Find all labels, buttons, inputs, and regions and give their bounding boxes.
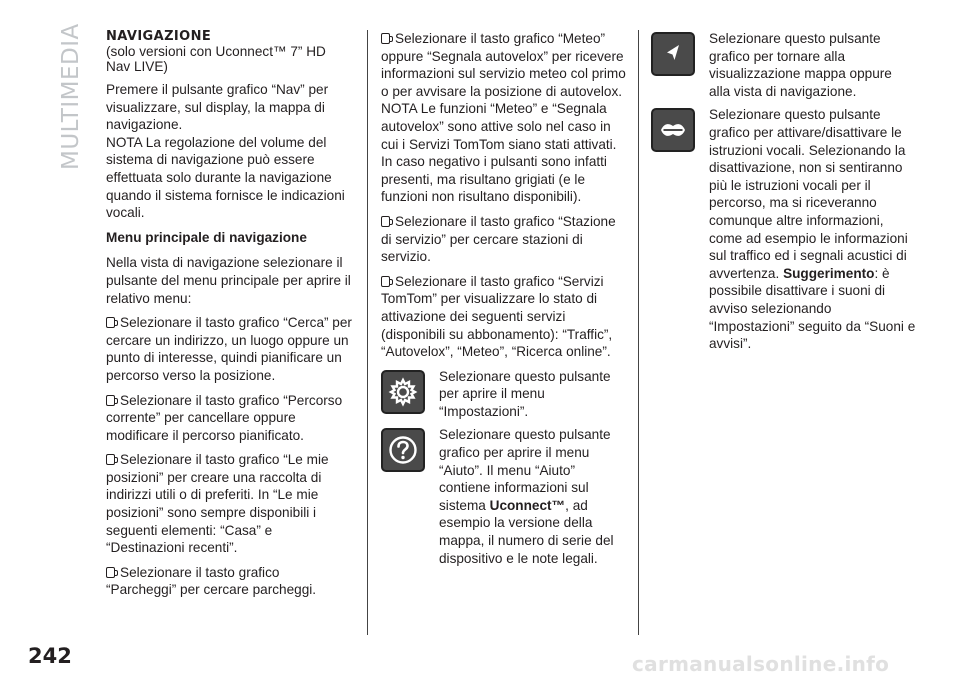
bullet-servizi: Selezionare il tasto grafico “Servizi TomTom” per visualizzare lo stato di attivazione dei seguenti servizi (disponibili su abbonamento): “Traffic”, “Autovelox”, “Meteo”, “Ricerca online”.	[381, 273, 613, 360]
section-subtitle: (solo versioni con Uconnect™ 7” HD Nav LIVE)	[106, 44, 326, 74]
bullet-cerca: Selezionare il tasto grafico “Cerca” per cercare un indirizzo, un luogo oppure un punto di interesse, quindi pianificare un percorso verso la posizione.	[106, 315, 352, 383]
page-number: 242	[28, 644, 72, 668]
bullet-posizioni: Selezionare il tasto grafico “Le mie posizioni” per creare una raccolta di indirizzi utili o di preferiti. In “Le mie posizioni” sono sempre disponibili i seguenti elementi: “Casa” e “Destinazioni recenti”.	[106, 452, 329, 556]
voice-lips-icon	[651, 108, 695, 152]
column-3	[651, 30, 916, 359]
services-note: NOTA Le funzioni “Meteo” e “Segnala autovelox” sono attive solo nel caso in cui i Servizi TomTom siano stati attivati. In caso negativo i pulsanti sono infatti presenti, ma risultano grigiati (e le funzioni non risultano disponibili).	[381, 101, 617, 205]
settings-gear-icon	[381, 370, 425, 414]
column-2	[381, 30, 628, 573]
column-1	[106, 30, 352, 606]
menu-intro: Nella vista di navigazione selezionare il pulsante del menu principale per aprire il relativo menu:	[106, 255, 351, 306]
settings-row	[381, 368, 628, 421]
voice-description: Selezionare questo pulsante grafico per attivare/disattivare le istruzioni vocali. Selezionando la disattivazione, non si sentiranno più le istruzioni vocali per il percorso, ma si riceveranno comunque altre informazioni, come ad esempio le informazioni sul traffico ed i segnali acustici di avvertenza. Suggerimento: è possibile disattivare i suoni di avviso selezionando “Impostazioni” seguito da “Suoni e avvisi”.	[709, 107, 916, 352]
menu-heading: Menu principale di navigazione	[106, 229, 307, 245]
bullet-marker-icon	[106, 317, 115, 328]
navigation-arrow-icon	[651, 32, 695, 76]
bullet-marker-icon	[106, 567, 115, 578]
column-divider-left	[367, 30, 368, 635]
section-title: NAVIGAZIONE	[106, 29, 212, 44]
bullet-marker-icon	[106, 454, 115, 465]
volume-note: NOTA La regolazione del volume del sistema di navigazione può essere effettuata solo durante la navigazione quando il sistema fornisce le indicazioni vocali.	[106, 134, 345, 221]
bullet-marker-icon	[106, 395, 115, 406]
settings-description: Selezionare questo pulsante per aprire il menu “Impostazioni”.	[439, 368, 611, 419]
intro-paragraph: Premere il pulsante grafico “Nav” per visualizzare, sul display, la mappa di navigazione.	[106, 82, 329, 133]
bullet-parcheggi: Selezionare il tasto grafico “Parcheggi” per cercare parcheggi.	[106, 564, 317, 598]
bullet-stazione: Selezionare il tasto grafico “Stazione di servizio” per cercare stazioni di servizio.	[381, 213, 616, 265]
back-to-map-row	[651, 30, 916, 100]
voice-row	[651, 106, 916, 352]
bullet-meteo: Selezionare il tasto grafico “Meteo” oppure “Segnala autovelox” per ricevere informazioni sul servizio meteo col primo o per avvisare la posizione di autovelox.	[381, 31, 626, 99]
help-question-icon	[381, 428, 425, 472]
section-label: MULTIMEDIA	[58, 23, 84, 170]
bullet-marker-icon	[381, 216, 390, 227]
back-to-map-description: Selezionare questo pulsante grafico per tornare alla visualizzazione mappa oppure alla vista di navigazione.	[709, 31, 892, 99]
column-divider-right	[638, 30, 639, 635]
watermark: carmanualsonline.info	[632, 652, 890, 676]
help-description: Selezionare questo pulsante grafico per aprire il menu “Aiuto”. Il menu “Aiuto” contiene informazioni sul sistema Uconnect™, ad esempio la versione della mappa, il numero di serie del dispositivo e le note legali.	[439, 427, 614, 566]
bullet-marker-icon	[381, 276, 390, 287]
help-row	[381, 426, 628, 567]
bullet-percorso: Selezionare il tasto grafico “Percorso corrente” per cancellare oppure modificare il percorso pianificato.	[106, 392, 343, 443]
bullet-marker-icon	[381, 33, 390, 44]
